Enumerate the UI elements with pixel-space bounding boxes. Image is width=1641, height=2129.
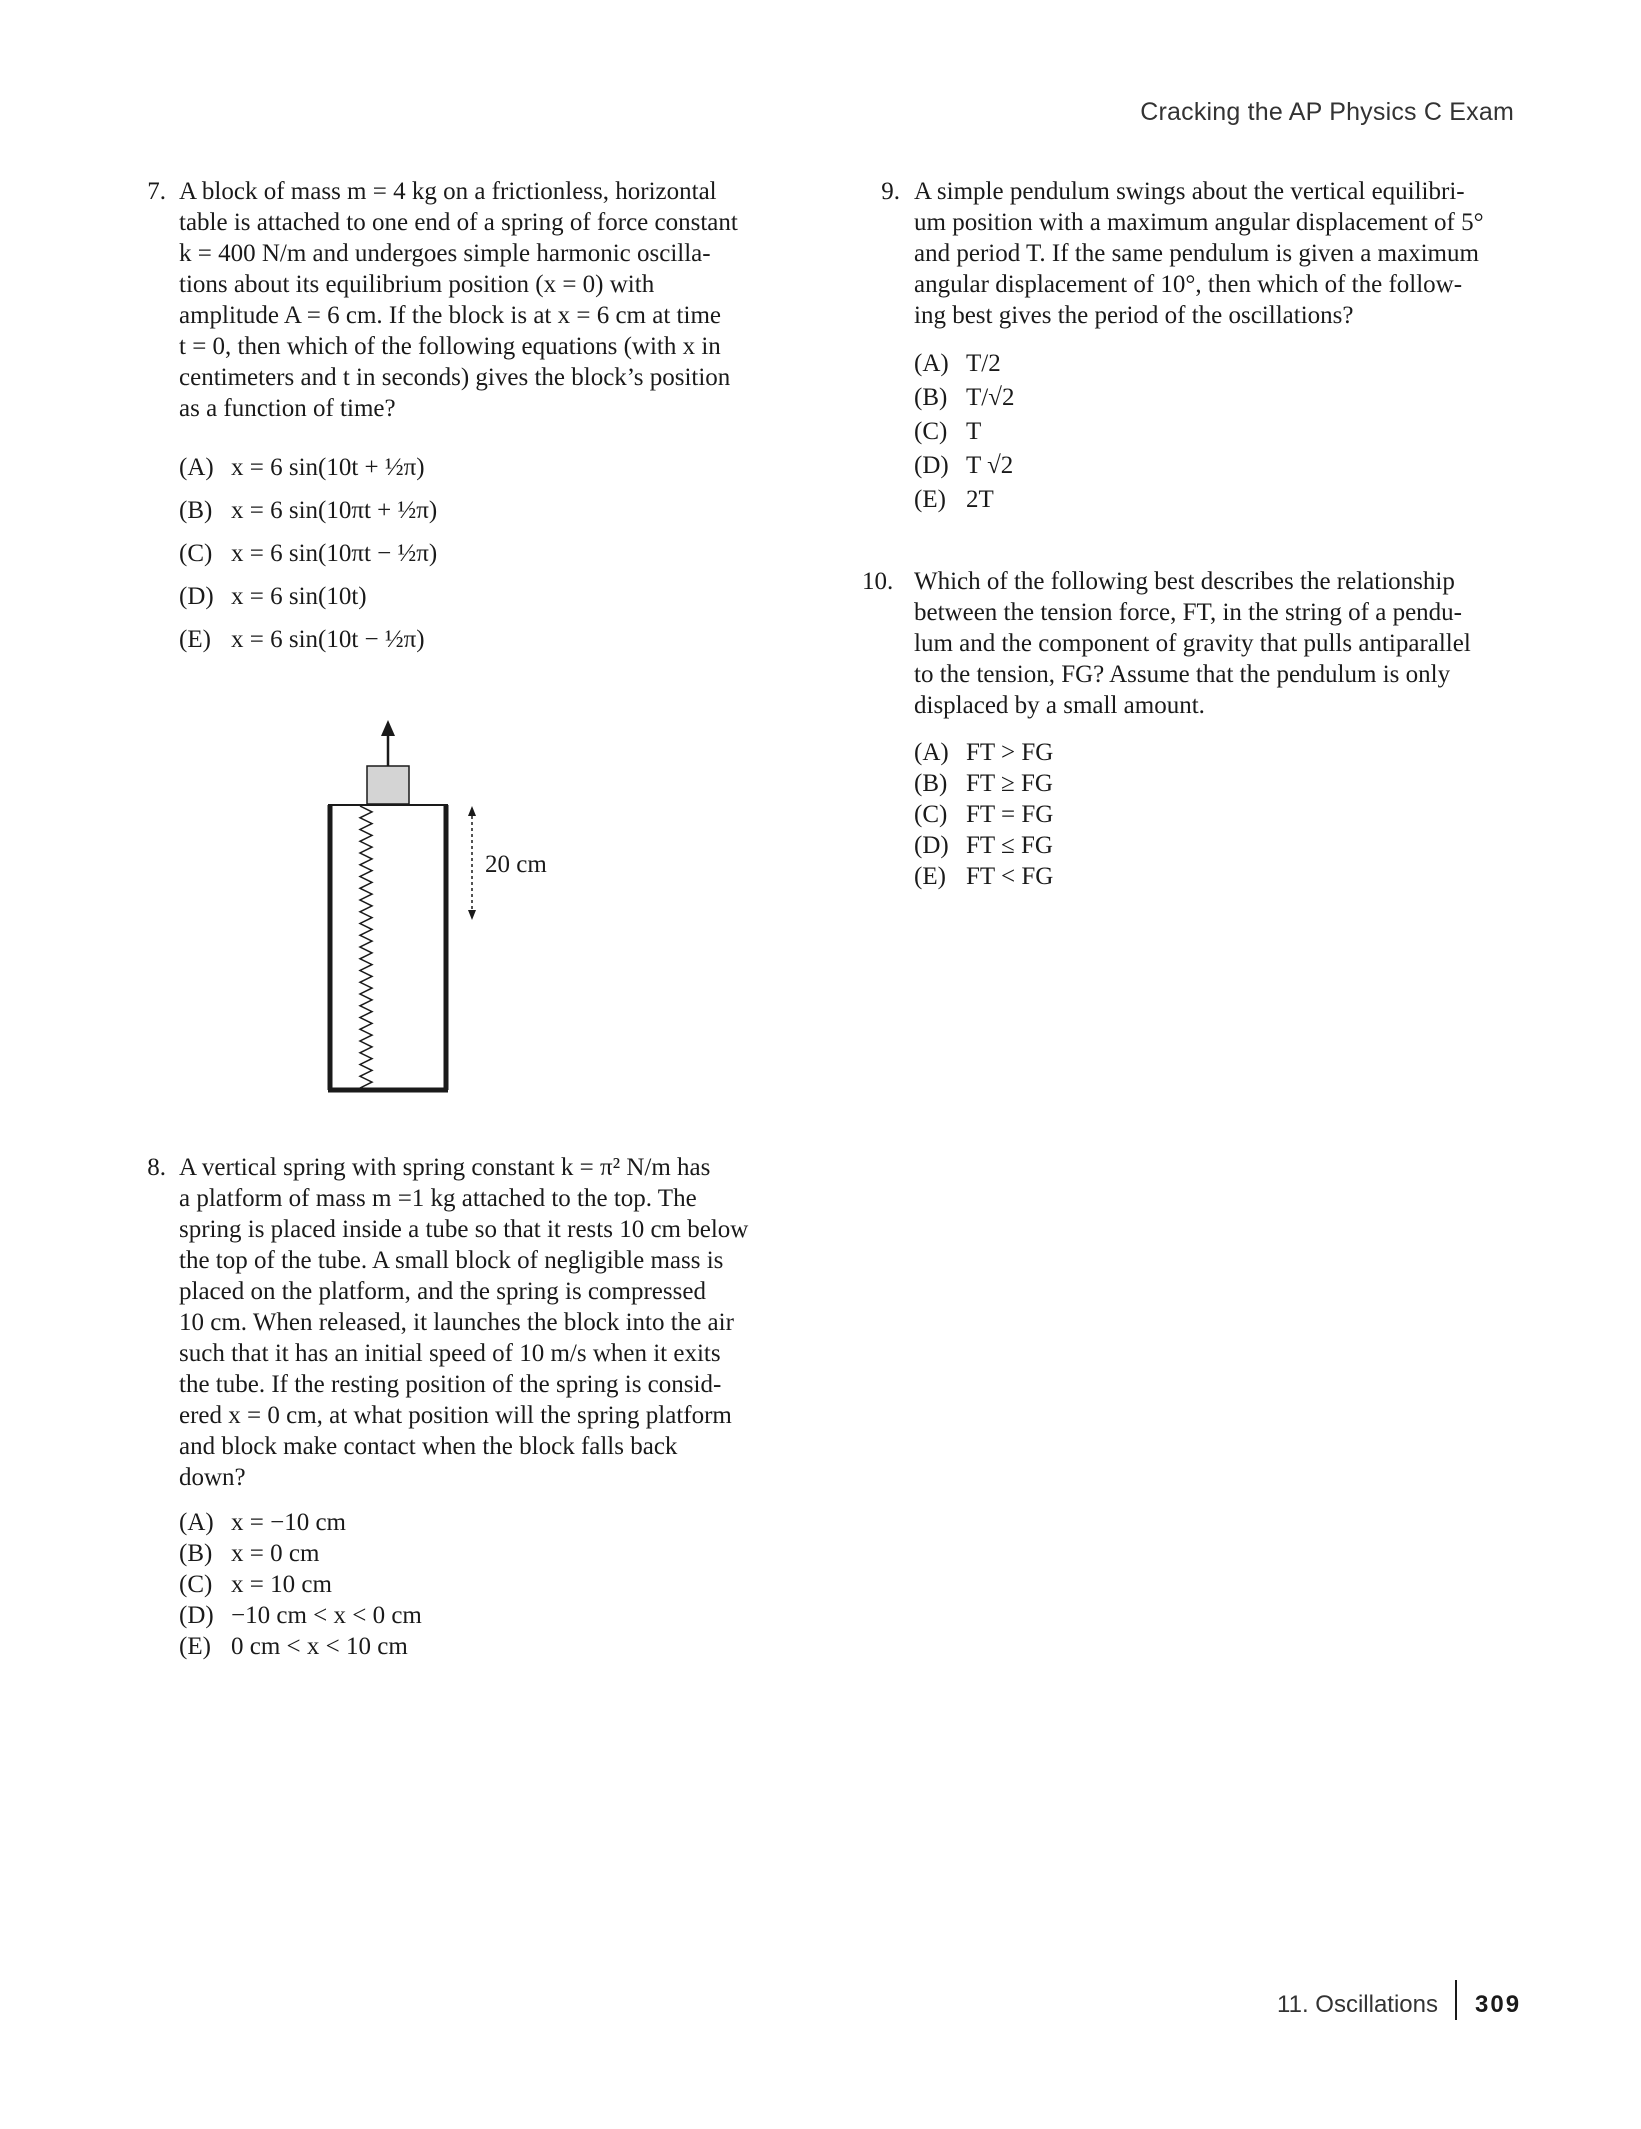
text-line: spring is placed inside a tube so that it rests 10 cm below (179, 1216, 749, 1243)
choice-letter: (D) (179, 583, 214, 610)
text-line: A simple pendulum swings about the vertical equilibri- (914, 178, 1465, 205)
choice-c (914, 799, 1512, 830)
text-line: 10 cm. When released, it launches the block into the air (179, 1309, 734, 1336)
page-number: 309 (1475, 1991, 1522, 2018)
answer-choices (179, 446, 790, 661)
choice-letter: (A) (179, 1509, 214, 1536)
choice-text: x = 0 cm (231, 1540, 320, 1567)
choice-text: FT ≥ FG (966, 770, 1053, 797)
question-number: 7. (147, 178, 166, 205)
text-line: centimeters and t in seconds) gives the block’s position (179, 364, 731, 391)
text-line: angular displacement of 10°, then which of the follow- (914, 271, 1463, 298)
choice-letter: (E) (914, 863, 946, 890)
choice-letter: (D) (179, 1602, 214, 1629)
choice-text: x = 6 sin(10t − ½π) (231, 626, 425, 653)
choice-a (914, 347, 1514, 381)
choice-d (914, 830, 1512, 861)
text-line: such that it has an initial speed of 10 m/s when it exits (179, 1340, 721, 1367)
text-line: as a function of time? (179, 395, 396, 422)
choice-letter: (C) (179, 1571, 213, 1598)
spring-coil (360, 806, 372, 1088)
text-line: ing best gives the period of the oscillations? (914, 302, 1354, 329)
text-line: lum and the component of gravity that pulls antiparallel (914, 630, 1471, 657)
question-body (914, 566, 1512, 892)
question-7 (140, 176, 790, 661)
choice-b (179, 489, 790, 532)
choice-letter: (B) (914, 384, 948, 411)
choice-d (914, 449, 1514, 483)
choice-c (914, 415, 1514, 449)
question-body (179, 1152, 790, 1662)
question-text (914, 176, 1514, 331)
text-line: Which of the following best describes the relationship (914, 568, 1455, 595)
chapter-label: 11. Oscillations (1277, 1991, 1438, 2018)
answer-choices (914, 347, 1514, 517)
question-number: 8. (147, 1154, 166, 1181)
choice-text: x = 6 sin(10t + ½π) (231, 454, 425, 481)
answer-choices (914, 737, 1512, 892)
choice-text: T (966, 418, 982, 445)
question-number: 9. (881, 178, 900, 205)
text-line: A block of mass m = 4 kg on a frictionless, horizontal (179, 178, 717, 205)
choice-e (914, 483, 1514, 517)
question-body (914, 176, 1514, 517)
text-line: table is attached to one end of a spring of force constant (179, 209, 738, 236)
choice-d (179, 575, 790, 618)
question-8 (140, 1152, 790, 1662)
question-text (179, 1152, 790, 1493)
choice-b (914, 768, 1512, 799)
choice-text: FT ≤ FG (966, 832, 1053, 859)
text-line: down? (179, 1464, 246, 1491)
text-line: the tube. If the resting position of the spring is consid- (179, 1371, 722, 1398)
text-line: the top of the tube. A small block of negligible mass is (179, 1247, 724, 1274)
question-text (179, 176, 790, 424)
choice-e (179, 618, 790, 661)
choice-d (179, 1600, 790, 1631)
question-body (179, 176, 790, 661)
text-line: to the tension, FG? Assume that the pendulum is only (914, 661, 1451, 688)
choice-letter: (B) (179, 497, 213, 524)
choice-text: −10 cm < x < 0 cm (231, 1602, 422, 1629)
text-line: um position with a maximum angular displacement of 5° (914, 209, 1484, 236)
running-header: Cracking the AP Physics C Exam (1140, 98, 1514, 126)
text-line: placed on the platform, and the spring is compressed (179, 1278, 706, 1305)
block (367, 766, 409, 804)
choice-text: x = −10 cm (231, 1509, 346, 1536)
choice-text: 2T (966, 486, 994, 513)
text-line: and period T. If the same pendulum is given a maximum (914, 240, 1479, 267)
choice-letter: (A) (179, 454, 214, 481)
choice-text: T/2 (966, 350, 1001, 377)
choice-a (179, 446, 790, 489)
dimension-arrow-top (468, 806, 476, 816)
text-line: t = 0, then which of the following equations (with x in (179, 333, 721, 360)
dimension-arrow-bottom (468, 910, 476, 920)
text-line: ered x = 0 cm, at what position will the spring platform (179, 1402, 732, 1429)
choice-letter: (A) (914, 350, 949, 377)
choice-e (179, 1631, 790, 1662)
choice-text: FT < FG (966, 863, 1054, 890)
text-line: k = 400 N/m and undergoes simple harmonic oscilla- (179, 240, 711, 267)
text-line: a platform of mass m =1 kg attached to the top. The (179, 1185, 697, 1212)
spring-tube-diagram (320, 720, 620, 1100)
choice-text: x = 10 cm (231, 1571, 332, 1598)
choice-letter: (D) (914, 832, 949, 859)
choice-letter: (E) (179, 1633, 211, 1660)
choice-letter: (C) (914, 801, 948, 828)
choice-c (179, 532, 790, 575)
choice-letter: (A) (914, 739, 949, 766)
choice-a (179, 1507, 790, 1538)
question-9 (874, 176, 1514, 517)
text-line: tions about its equilibrium position (x = 0) with (179, 271, 655, 298)
text-line: between the tension force, FT, in the string of a pendu- (914, 599, 1462, 626)
choice-text: T/√2 (966, 384, 1015, 411)
choice-e (914, 861, 1512, 892)
choice-text: FT = FG (966, 801, 1054, 828)
choice-text: x = 6 sin(10t) (231, 583, 367, 610)
choice-letter: (C) (179, 540, 213, 567)
text-line: and block make contact when the block falls back (179, 1433, 678, 1460)
choice-text: T √2 (966, 452, 1014, 479)
footer-divider (1455, 1980, 1457, 2020)
choice-letter: (E) (914, 486, 946, 513)
dimension-label: 20 cm (485, 851, 547, 878)
choice-text: 0 cm < x < 10 cm (231, 1633, 408, 1660)
choice-a (914, 737, 1512, 768)
choice-letter: (C) (914, 418, 948, 445)
text-line: amplitude A = 6 cm. If the block is at x = 6 cm at time (179, 302, 721, 329)
question-number: 10. (862, 568, 894, 595)
text-line: displaced by a small amount. (914, 692, 1205, 719)
text-line: A vertical spring with spring constant k = π² N/m has (179, 1154, 711, 1181)
answer-choices (179, 1507, 790, 1662)
launch-arrow-head (381, 720, 395, 736)
choice-letter: (B) (914, 770, 948, 797)
choice-letter: (B) (179, 1540, 213, 1567)
choice-letter: (E) (179, 626, 211, 653)
choice-b (914, 381, 1514, 415)
question-text (914, 566, 1512, 721)
choice-text: FT > FG (966, 739, 1054, 766)
question-10 (862, 566, 1512, 892)
choice-text: x = 6 sin(10πt − ½π) (231, 540, 438, 567)
choice-c (179, 1569, 790, 1600)
choice-b (179, 1538, 790, 1569)
choice-letter: (D) (914, 452, 949, 479)
choice-text: x = 6 sin(10πt + ½π) (231, 497, 438, 524)
